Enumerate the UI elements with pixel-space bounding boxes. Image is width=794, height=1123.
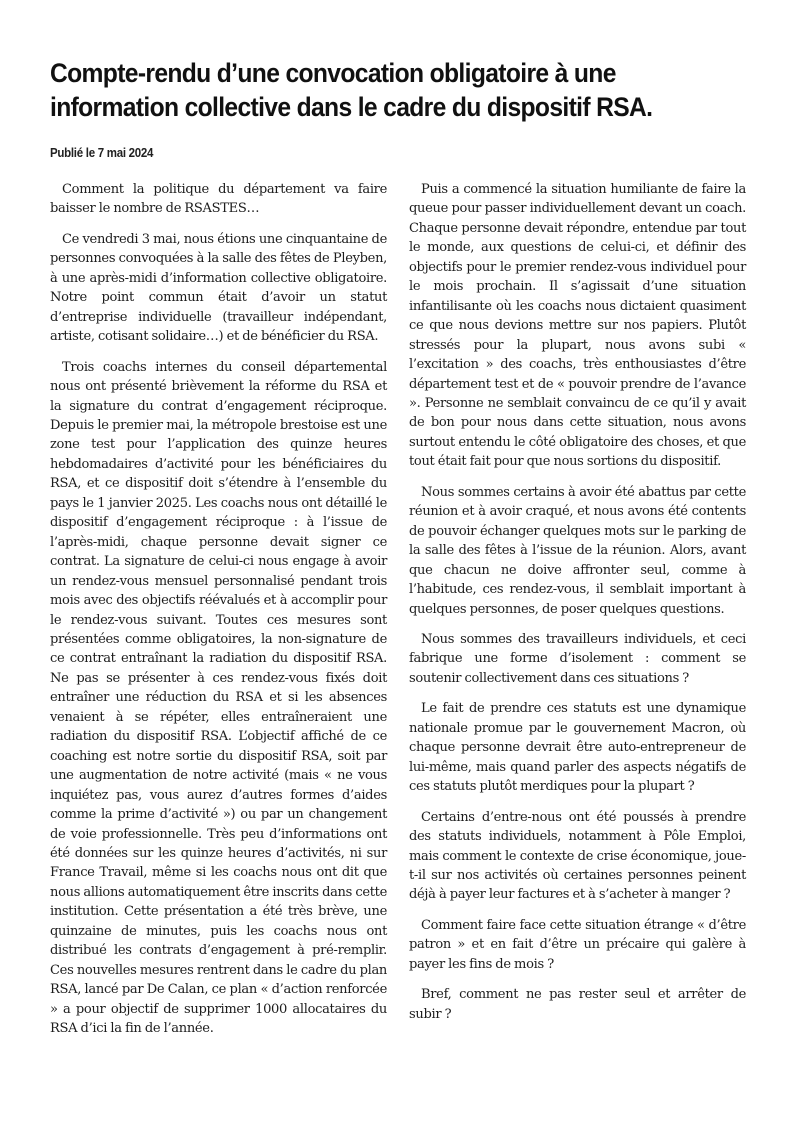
article-paragraph: Le fait de prendre ces statuts est une dynamique nationale promue par le gouvernement Macron, où chaque personne devrait être auto-entrepreneur de lui-même, mais quand parler des aspects négatifs de ces statuts plutôt merdiques pour la plupart ? <box>409 701 746 795</box>
article-paragraph: Puis a commencé la situation humiliante de faire la queue pour passer individuellement devant un coach. Chaque personne devait répondre, entendue par tout le monde, aux questions de celui-ci, et définir des objectifs pour le premier rendez-vous individuel pour le mois prochain. Il s’agissait d’une situation infantilisante où les coachs nous dictaient quasiment ce que nous devions mettre sur nos papiers. Plutôt stressés pour la plupart, nous avons subi « l’excitation » des coachs, très enthousiastes d’être département test et de « pouvoir prendre de l’avance ». Personne ne semblait convaincu de ce qu’il y avait de bon pour nous dans cette situation, nous avons surtout entendu le côté obligatoire des choses, et que tout était fait pour que nous sortions du dispositif. <box>409 182 746 470</box>
article-paragraph: Comment la politique du département va faire baisser le nombre de RSASTES… <box>50 182 387 217</box>
article-paragraph: Nous sommes certains à avoir été abattus par cette réunion et à avoir craqué, et nous avons été contents de pouvoir échanger quelques mots sur le parking de la salle des fêtes à l’issue de la réunion. Alors, avant que chacun ne doive affronter seul, comme à l’habitude, ces rendez-vous, il semblait important à quelques personnes, de poser quelques questions. <box>409 484 746 617</box>
article-column-right <box>409 180 746 1035</box>
article-paragraph: Comment faire face cette situation étrange « d’être patron » et en fait d’être un précaire qui galère à payer les fins de mois ? <box>409 917 746 972</box>
article-column-left <box>50 180 387 1049</box>
article-paragraph: Trois coachs internes du conseil départemental nous ont présenté brièvement la réforme du RSA et la signature du contrat d’engagement réciproque. Depuis le premier mai, la métropole brestoise est une zone test pour l’application des quinze heures hebdomadaires d’activité pour les bénéficiaires du RSA, et ce dispositif doit s’étendre à l’ensemble du pays le 1 janvier 2025. Les coachs nous ont détaillé le dispositif d’engagement réciproque : à l’issue de l’après-midi, chaque personne devait signer ce contrat. La signature de celui-ci nous engage à avoir un rendez-vous mensuel personnalisé pendant trois mois avec des objectifs réévalués et à accomplir pour le rendez-vous suivant. Toutes ces mesures sont présentées comme obligatoires, la non-signature de ce contrat entraînant la radiation du dispositif RSA. Ne pas se présenter à ces rendez-vous fixés doit entraîner une réduction du RSA et si les absences venaient à se répéter, elles entraîneraient une radiation du dispositif RSA. L’objectif affiché de ce coaching est notre sortie du dispositif RSA, soit par une augmentation de notre activité (mais « ne vous inquiétez pas, vous aurez d’autres formes d’aides comme la prime d’activité ») ou par un changement de voie professionnelle. Très peu d’informations ont été données sur les quinze heures d’activités, ni sur France Travail, même si les coachs nous ont dit que nous allions automatiquement être inscrits dans cette institution. Cette présentation a été très brève, une quinzaine de minutes, puis les coachs nous ont distribué les contrats d’engagement à pré-remplir. Ces nouvelles mesures rentrent dans le cadre du plan RSA, lancé par De Calan, ce plan « d’action renforcée » a pour objectif de supprimer 1000 allocataires du RSA d’ici la fin de l’année. <box>50 359 387 1037</box>
article-paragraph: Nous sommes des travailleurs individuels, et ceci fabrique une forme d’isolement : comment se soutenir collectivement dans ces situations ? <box>409 631 746 686</box>
article-paragraph: Ce vendredi 3 mai, nous étions une cinquantaine de personnes convoquées à la salle des fêtes de Pleyben, à une après-midi d’information collective obligatoire. Notre point commun était d’avoir un statut d’entreprise individuelle (travailleur indépendant, artiste, cotisant solidaire…) et de bénéficier du RSA. <box>50 231 387 345</box>
article-title: Compte-rendu d’une convocation obligatoire à une information collective dans le cadre du dispositif RSA. <box>50 58 653 122</box>
article-paragraph: Certains d’entre-nous ont été poussés à prendre des statuts individuels, notamment à Pôle Emploi, mais comment le contexte de crise économique, joue-t-il sur nos activités où certaines personnes peinent déjà à payer leur factures et à s’acheter à manger ? <box>409 809 746 903</box>
article-paragraph: Bref, comment ne pas rester seul et arrêter de subir ? <box>409 987 746 1022</box>
publication-date: Publié le 7 mai 2024 <box>50 146 154 160</box>
